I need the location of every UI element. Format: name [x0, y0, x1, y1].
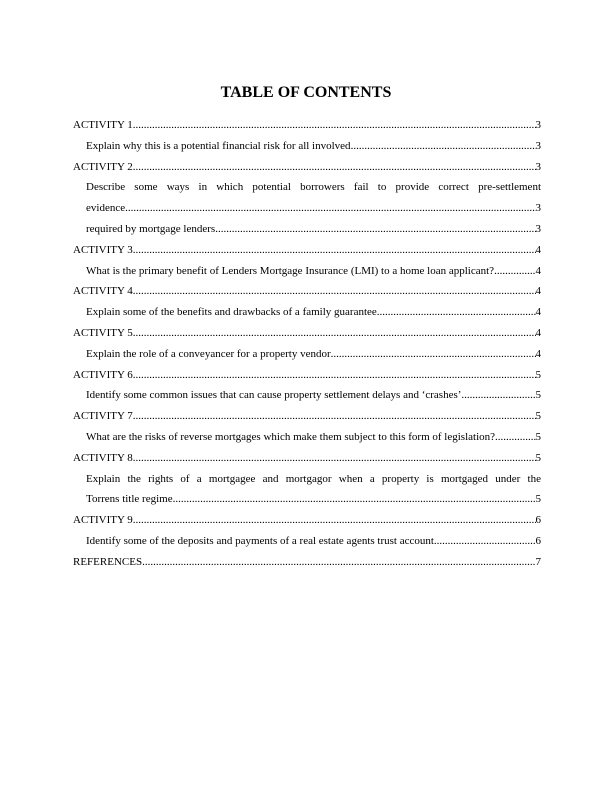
toc-leader-dots — [133, 365, 536, 386]
toc-subentry[interactable] — [73, 136, 541, 157]
toc-leader-dots — [215, 219, 535, 240]
toc-entry-text: Identify some common issues that can cause property settlement delays and ‘crashes’ — [86, 389, 462, 402]
toc-page-number: 5 — [535, 368, 541, 381]
toc-leader-dots — [434, 531, 536, 552]
toc-entry-activity-3[interactable] — [73, 240, 541, 261]
toc-subentry[interactable] — [73, 489, 541, 510]
toc-entry-text: What is the primary benefit of Lenders Mortgage Insurance (LMI) to a home loan applicant? — [86, 264, 495, 277]
toc-entry-references[interactable] — [73, 552, 541, 573]
toc-leader-dots — [133, 281, 536, 302]
toc-entry-text: Explain why this is a potential financial risk for all involved — [86, 139, 351, 152]
toc-entry-text: ACTIVITY 2 — [73, 160, 133, 173]
toc-entry-text: What are the risks of reverse mortgages which make them subject to this form of legislation? — [86, 430, 496, 443]
toc-entry-text: Explain the rights of a mortgagee and mortgagor when a property is mortgaged under the — [86, 472, 541, 485]
toc-entry-text: ACTIVITY 5 — [73, 326, 133, 339]
toc-entry-text: ACTIVITY 8 — [73, 451, 133, 464]
toc-leader-dots — [331, 344, 536, 365]
toc-subentry[interactable] — [73, 261, 541, 282]
toc-entry-activity-1[interactable] — [73, 115, 541, 136]
toc-page-number: 3 — [535, 139, 541, 152]
toc-title: TABLE OF CONTENTS — [220, 84, 392, 101]
toc-list — [73, 115, 541, 573]
toc-entry-text: REFERENCES — [73, 555, 143, 568]
toc-page-number: 7 — [535, 555, 541, 568]
toc-page-number: 5 — [535, 451, 541, 464]
toc-leader-dots — [142, 552, 535, 573]
toc-page-number: 3 — [535, 160, 541, 173]
toc-entry-text: ACTIVITY 1 — [73, 119, 133, 131]
toc-subentry[interactable] — [73, 385, 541, 406]
toc-page-number: 6 — [535, 514, 541, 527]
toc-entry-activity-9[interactable] — [73, 510, 541, 531]
toc-entry-text: ACTIVITY 3 — [73, 243, 133, 256]
toc-page-number: 5 — [535, 430, 541, 443]
toc-subentry[interactable] — [73, 302, 541, 323]
toc-subentry[interactable] — [73, 219, 541, 240]
toc-leader-dots — [173, 489, 536, 510]
toc-entry-text: required by mortgage lenders — [86, 222, 216, 235]
toc-leader-dots — [351, 136, 536, 157]
toc-subentry-wrapped-line[interactable] — [73, 177, 541, 198]
toc-subentry[interactable] — [73, 198, 541, 219]
toc-page-number: 4 — [535, 264, 541, 277]
toc-entry-text: ACTIVITY 4 — [73, 285, 133, 298]
toc-entry-activity-8[interactable] — [73, 448, 541, 469]
toc-leader-dots — [133, 406, 536, 427]
toc-leader-dots — [495, 427, 535, 448]
toc-page-number: 4 — [535, 326, 541, 339]
toc-page-number: 3 — [535, 202, 541, 215]
toc-leader-dots — [133, 448, 536, 469]
toc-entry-text: ACTIVITY 6 — [73, 368, 133, 381]
toc-entry-text: Explain the role of a conveyancer for a property vendor — [86, 347, 331, 360]
toc-entry-text: Explain some of the benefits and drawbacks of a family guarantee — [86, 306, 377, 319]
toc-leader-dots — [133, 115, 536, 136]
toc-entry-activity-4[interactable] — [73, 281, 541, 302]
toc-entry-text: ACTIVITY 7 — [73, 410, 133, 423]
toc-subentry-wrapped-line[interactable] — [73, 469, 541, 490]
toc-page-number: 4 — [535, 285, 541, 298]
toc-entry-text: evidence — [86, 202, 126, 215]
toc-subentry[interactable] — [73, 531, 541, 552]
toc-page-number: 3 — [535, 119, 541, 131]
toc-entry-text: ACTIVITY 9 — [73, 514, 133, 527]
toc-entry-activity-6[interactable] — [73, 365, 541, 386]
toc-subentry[interactable] — [73, 427, 541, 448]
toc-entry-activity-2[interactable] — [73, 157, 541, 178]
toc-entry-text: Torrens title regime — [86, 493, 173, 506]
toc-leader-dots — [133, 323, 536, 344]
toc-page-number: 6 — [535, 534, 541, 547]
toc-page-number: 5 — [535, 410, 541, 423]
toc-entry-activity-7[interactable] — [73, 406, 541, 427]
toc-entry-text: Identify some of the deposits and payments of a real estate agents trust account — [86, 534, 434, 547]
toc-page-number: 5 — [535, 493, 541, 506]
toc-page-number: 4 — [535, 306, 541, 319]
toc-page-number: 4 — [535, 243, 541, 256]
toc-entry-text: Describe some ways in which potential borrowers fail to provide correct pre-settlement — [86, 181, 541, 194]
toc-leader-dots — [125, 198, 535, 219]
toc-page-number: 4 — [535, 347, 541, 360]
toc-leader-dots — [461, 385, 535, 406]
toc-leader-dots — [133, 510, 536, 531]
toc-page-number: 3 — [535, 222, 541, 235]
toc-subentry[interactable] — [73, 344, 541, 365]
toc-entry-activity-5[interactable] — [73, 323, 541, 344]
toc-leader-dots — [377, 302, 536, 323]
toc-leader-dots — [494, 261, 535, 282]
toc-leader-dots — [133, 240, 536, 261]
toc-page-number: 5 — [535, 389, 541, 402]
toc-leader-dots — [133, 157, 536, 178]
